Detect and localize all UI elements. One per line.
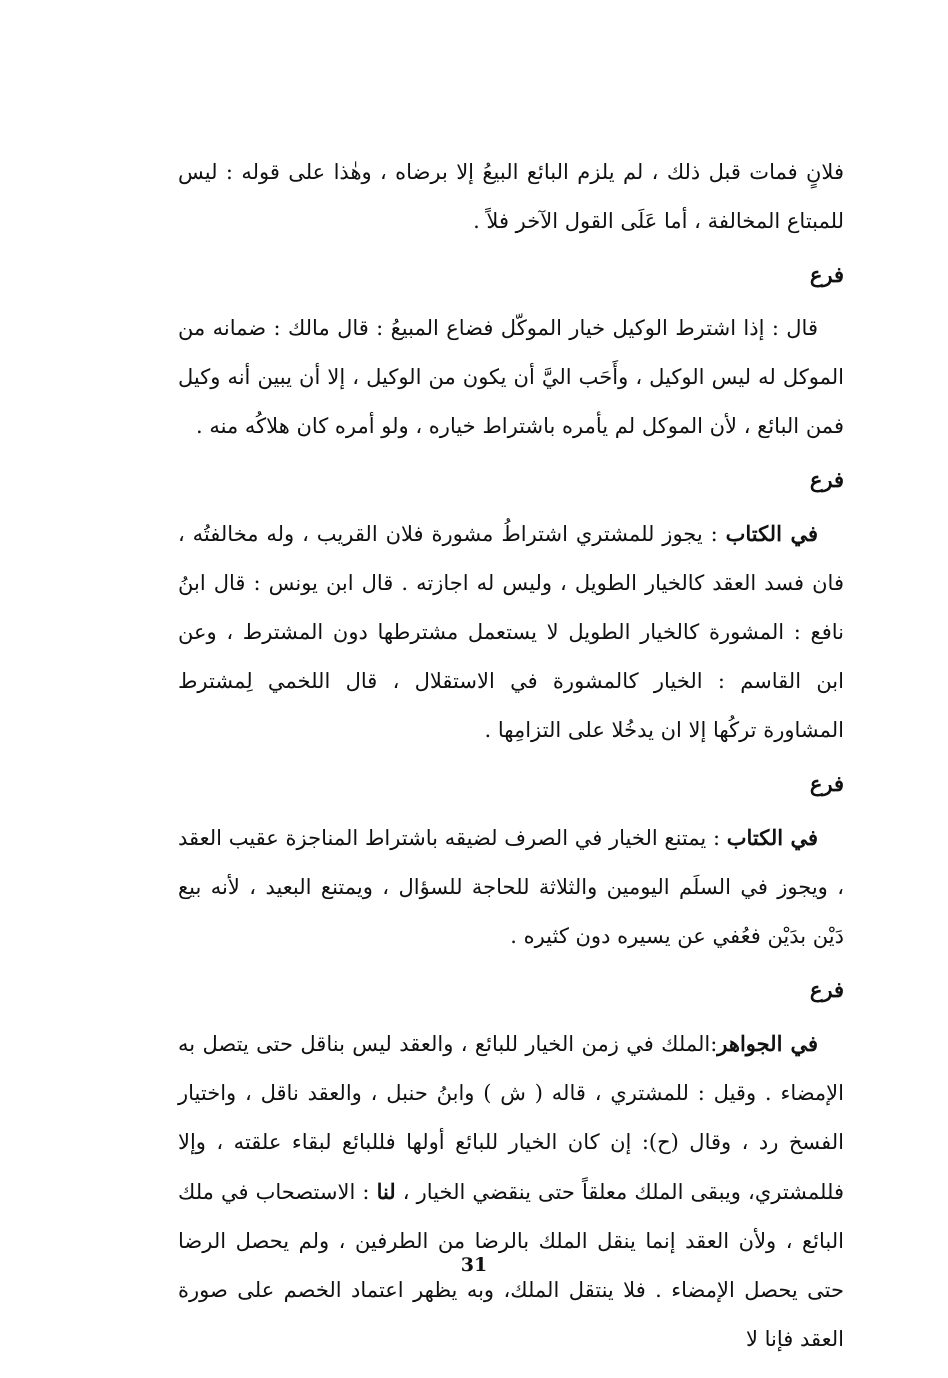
term-lana: لنا (376, 1179, 396, 1204)
section-heading-far: فرع (809, 977, 844, 1002)
section-heading-far: فرع (809, 771, 844, 796)
paragraph-continuation: فلانٍ فمات قبل ذلك ، لم يلزم البائع البيعُ إلا برضاه ، وهٰذا على قوله : ليس للمبتاع المخالفة ، أما عَلَى القول الآخر فلاً . (178, 160, 844, 233)
section-heading-far: فرع (809, 262, 844, 287)
paragraph-sarf (178, 813, 844, 961)
paragraph-jawahir-text-a: :الملك في زمن الخيار للبائع ، والعقد ليس بناقل حتى يتصل به الإمضاء . وقيل : للمشتري ، قاله ( ش ) وابنُ حنبل ، والعقد ناقل ، واختيار الفسخ رد ، وقال (ح): إن كان الخيار للبائع أولها فللبائع لبقاء علقته ، وإلا فللمشتري، ويبقى الملك معلقاً حتى ينقضي الخيار ، (178, 1032, 844, 1204)
section-heading-far: فرع (809, 467, 844, 492)
paragraph-sarf-text: : يمتنع الخيار في الصرف لضيقه باشتراط المناجزة عقيب العقد ، ويجوز في السلَم اليومين والثلاثة للحاجة للسؤال ، ويمتنع البعيد ، لأنه بيع دَيْن بدَيْن فعُفي عن يسيره دون كثيره . (178, 826, 844, 948)
page-number: 31 (460, 1254, 488, 1276)
page-body-text (178, 148, 844, 1364)
paragraph-mashwara-text: : يجوز للمشتري اشتراطُ مشورة فلان القريب ، وله مخالفتُه ، فان فسد العقد كالخيار الطويل ، وليس له اجازته . قال ابن يونس : قال ابنُ نافع : المشورة كالخيار الطويل لا يستعمل مشترطها دون المشترط ، وعن ابن القاسم : الخيار كالمشورة في الاستقلال ، قال اللخمي لِمشترط المشاورة تركُها إلا ان يدخُلا على التزامِها . (178, 522, 844, 742)
paragraph-mashwara (178, 509, 844, 755)
paragraph-wakil-khiyar: قال : إذا اشترط الوكيل خيار الموكّل فضاع المبيعُ : قال مالك : ضمانه من الموكل له ليس الوكيل ، وأَحَب اليَّ أن يكون من الوكيل ، إلا أن يبين أنه وكيل فمن البائع ، لأن الموكل لم يأمره باشتراط خياره ، ولو أمره كان هلاكُه منه . (178, 316, 844, 438)
paragraph-jawahir-text-b: : الاستصحاب في ملك البائع ، ولأن العقد إنما ينقل الملك بالرضا من الطرفين ، ولم يحصل الرضا حتى يحصل الإمضاء . فلا ينتقل الملك، وبه يظهر اعتماد الخصم على صورة العقد فإنا لا (178, 1180, 844, 1351)
source-label-jawahir: في الجواهر (717, 1031, 818, 1056)
source-label-kitab: في الكتاب (726, 825, 818, 850)
paragraph-jawahir (178, 1019, 844, 1364)
source-label-kitab: في الكتاب (725, 521, 818, 546)
